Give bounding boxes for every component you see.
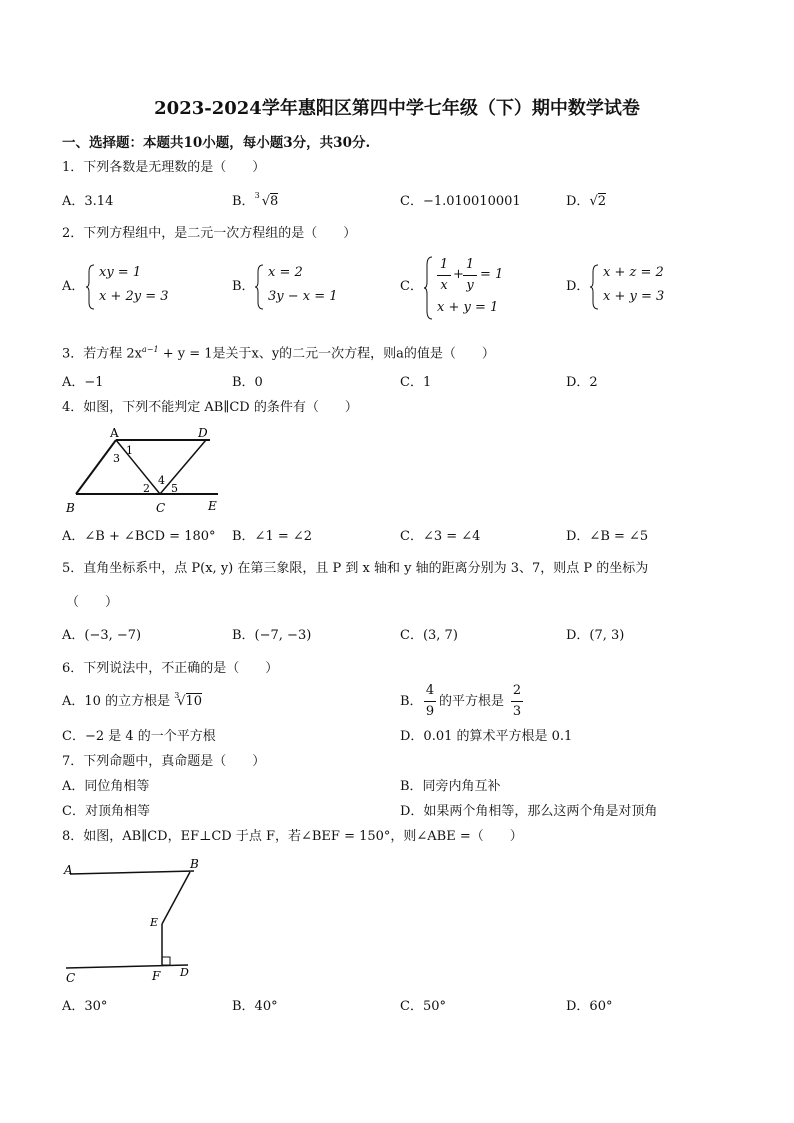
q5-stem: 5．直角坐标系中，点 P(x, y) 在第三象限，且 P 到 x 轴和 y 轴的距离分别为 3、7，则点 P 的坐标为 bbox=[62, 561, 649, 576]
q4-label-d: D bbox=[198, 426, 208, 440]
q8-label-f: F bbox=[152, 969, 161, 983]
q6-option-a: A．10 的立方根是 3 √10 bbox=[62, 694, 202, 710]
q3-option-c: C．1 bbox=[400, 375, 432, 390]
q6-b-label: B． bbox=[400, 694, 423, 709]
q4-label-1: 1 bbox=[126, 444, 133, 457]
q4-label-3: 3 bbox=[113, 452, 120, 465]
q2-c-label: C． bbox=[400, 279, 423, 294]
q6-a-text: A．10 的立方根是 bbox=[62, 694, 175, 709]
q2-b-eq2: 3y − x = 1 bbox=[268, 289, 338, 304]
q1-b-radicand: 8 bbox=[270, 194, 279, 209]
q2-c-den2: y bbox=[466, 278, 474, 293]
q8-option-b: B．40° bbox=[232, 999, 278, 1014]
q8-line-ab bbox=[70, 871, 194, 874]
q7-option-c: C．对顶角相等 bbox=[62, 804, 150, 819]
q4-label-4: 4 bbox=[158, 474, 165, 487]
q6-b-den2: 3 bbox=[512, 704, 522, 719]
q6-stem: 6．下列说法中，不正确的是（ ） bbox=[62, 661, 279, 676]
q2-c-den1: x bbox=[440, 278, 448, 293]
q2-b-eq1: x = 2 bbox=[268, 265, 303, 280]
q6-b-fracbar2 bbox=[511, 701, 523, 702]
q1-option-a: A．3.14 bbox=[62, 194, 114, 209]
q5-option-a: A．(−3, −7) bbox=[62, 628, 142, 643]
q3-stem-pre: 3．若方程 2x bbox=[62, 346, 143, 362]
q2-b-brace bbox=[255, 264, 265, 310]
q4-option-c: C．∠3 = ∠4 bbox=[400, 529, 481, 544]
q2-c-num2: 1 bbox=[465, 257, 475, 272]
q1-option-b: B． 3 √8 bbox=[232, 194, 278, 210]
q2-d-eq1: x + z = 2 bbox=[603, 265, 664, 280]
q2-a-eq2: x + 2y = 3 bbox=[99, 289, 169, 304]
q2-a-label: A． bbox=[62, 279, 85, 294]
q8-line-be bbox=[162, 872, 190, 924]
q3-option-a: A．−1 bbox=[62, 375, 104, 390]
q2-c-eq2: x + y = 1 bbox=[437, 300, 499, 315]
q1-b-label: B． bbox=[232, 194, 255, 209]
q2-c-num1: 1 bbox=[439, 257, 449, 272]
q4-option-d: D．∠B = ∠5 bbox=[566, 529, 649, 544]
q3-option-b: B．0 bbox=[232, 375, 263, 390]
q5-option-d: D．(7, 3) bbox=[566, 628, 625, 643]
q8-option-c: C．50° bbox=[400, 999, 446, 1014]
q4-label-b: B bbox=[66, 501, 75, 515]
q8-label-e: E bbox=[150, 916, 159, 929]
q6-option-c: C．−2 是 4 的一个平方根 bbox=[62, 729, 216, 744]
q7-stem: 7．下列命题中，真命题是（ ） bbox=[62, 754, 266, 769]
q6-b-num: 4 bbox=[425, 683, 435, 698]
q6-b-mid: 的平方根是 bbox=[439, 694, 505, 709]
q3-stem bbox=[62, 342, 495, 362]
q4-line-ac bbox=[116, 440, 160, 494]
q8-label-d: D bbox=[180, 966, 189, 979]
section-heading: 一、选择题：本题共10小题，每小题3分，共30分. bbox=[62, 135, 371, 151]
q6-b-num2: 2 bbox=[512, 683, 522, 698]
q6-option-d: D．0.01 的算术平方根是 0.1 bbox=[400, 729, 573, 744]
q1-option-c: C．−1.010010001 bbox=[400, 194, 521, 209]
q2-b-label: B． bbox=[232, 279, 255, 294]
q3-exponent: a−1 bbox=[142, 345, 159, 354]
q4-stem: 4．如图，下列不能判定 AB∥CD 的条件有（ ） bbox=[62, 400, 358, 415]
q6-a-root-index: 3 bbox=[174, 691, 180, 700]
q4-figure bbox=[60, 424, 230, 516]
q1-stem: 1．下列各数是无理数的是（ ） bbox=[62, 160, 266, 175]
q6-a-radicand: 10 bbox=[185, 694, 203, 709]
q8-option-d: D．60° bbox=[566, 999, 613, 1014]
q4-label-5: 5 bbox=[171, 482, 178, 495]
q8-figure bbox=[60, 852, 200, 986]
q7-option-d: D．如果两个角相等，那么这两个角是对顶角 bbox=[400, 804, 658, 819]
q1-b-root-index: 3 bbox=[254, 191, 260, 200]
q2-d-label: D． bbox=[566, 279, 590, 294]
q4-option-b: B．∠1 = ∠2 bbox=[232, 529, 313, 544]
q2-a-eq1: xy = 1 bbox=[99, 265, 142, 280]
q5-option-c: C．(3, 7) bbox=[400, 628, 458, 643]
q4-option-a: A．∠B + ∠BCD = 180° bbox=[62, 529, 216, 544]
q8-stem: 8．如图，AB∥CD，EF⊥CD 于点 F，若∠BEF = 150°，则∠ABE =（ ） bbox=[62, 829, 523, 844]
q2-d-eq2: x + y = 3 bbox=[603, 289, 665, 304]
exam-title: 2023-2024学年惠阳区第四中学七年级（下）期中数学试卷 bbox=[154, 98, 640, 119]
q4-label-2: 2 bbox=[143, 482, 150, 495]
q1-d-radicand: 2 bbox=[597, 194, 607, 209]
q4-label-e: E bbox=[208, 499, 217, 513]
q2-c-fracbar2 bbox=[463, 275, 477, 276]
q2-c-plus: + bbox=[453, 267, 464, 282]
q8-label-c: C bbox=[66, 971, 76, 985]
q8-option-a: A．30° bbox=[62, 999, 108, 1014]
q2-stem: 2．下列方程组中，是二元一次方程组的是（ ） bbox=[62, 226, 357, 241]
q8-right-angle-mark bbox=[162, 957, 170, 965]
q6-b-den: 9 bbox=[425, 704, 435, 719]
q4-label-a: A bbox=[110, 426, 119, 440]
q4-line-ab bbox=[76, 440, 116, 494]
q2-c-rhs: = 1 bbox=[480, 267, 504, 282]
q2-c-brace bbox=[424, 256, 434, 320]
q3-option-d: D．2 bbox=[566, 375, 598, 390]
q2-d-brace bbox=[590, 264, 600, 310]
q4-label-c: C bbox=[156, 501, 166, 515]
q4-line-cd bbox=[160, 440, 206, 494]
q5-option-b: B．(−7, −3) bbox=[232, 628, 312, 643]
q6-b-fracbar bbox=[424, 701, 436, 702]
q7-option-a: A．同位角相等 bbox=[62, 779, 150, 794]
q2-a-brace bbox=[86, 264, 96, 310]
q5-paren: （ ） bbox=[66, 595, 119, 610]
q3-stem-post: + y = 1是关于x、y的二元一次方程，则a的值是（ ） bbox=[158, 346, 495, 362]
q7-option-b: B．同旁内角互补 bbox=[400, 779, 501, 794]
q8-label-a: A bbox=[64, 863, 73, 877]
q1-d-label: D． bbox=[566, 194, 590, 209]
q1-option-d: D．√2 bbox=[566, 194, 607, 209]
q8-label-b: B bbox=[190, 857, 199, 871]
q2-c-fracbar1 bbox=[437, 275, 451, 276]
